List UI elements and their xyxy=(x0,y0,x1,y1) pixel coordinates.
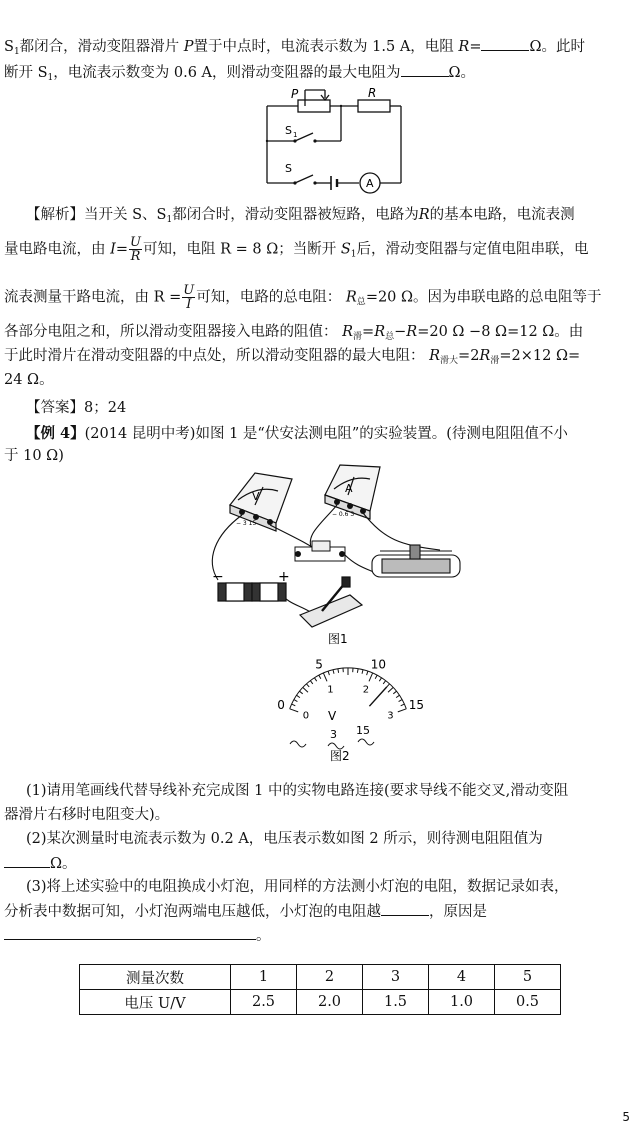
dial-tick xyxy=(300,691,303,694)
answer-blank xyxy=(4,925,256,940)
dial-tick xyxy=(357,669,358,673)
svg-text:− 0.6 3: − 0.6 3 xyxy=(332,511,355,518)
question-3-line-2: 分析表中数据可知，小灯泡两端电压越低，小灯泡的电阻越 ，原因是 xyxy=(4,901,487,922)
table-cell: 0.5 xyxy=(495,990,561,1015)
fraction-U-over-I: $\frac{U}{I}$ xyxy=(183,283,195,312)
analysis-line-1: 【解析】当开关 S、$S_1$都闭合时，滑动变阻器被短路，电路为R的基本电路，电流表测 xyxy=(26,207,575,225)
dial-tick xyxy=(294,700,298,702)
question-2-line-2: Ω。 xyxy=(4,853,77,874)
problem-text-line-2: 断开 $S_1$，电流表示数变为 0.6 A，则滑动变阻器的最大电阻为 Ω。 xyxy=(4,62,475,88)
table-cell: 2.5 xyxy=(231,990,297,1015)
terminal-15: 15 xyxy=(356,724,370,737)
table-cell: 测量次数 xyxy=(80,965,231,990)
dial-tick xyxy=(401,704,405,706)
dial-tick xyxy=(292,704,296,706)
dial-tick xyxy=(396,695,399,697)
dial-tick xyxy=(388,688,393,693)
svg-text:− 3 15: − 3 15 xyxy=(236,520,257,527)
table-cell: 2 xyxy=(297,965,363,990)
dial-tick xyxy=(379,678,381,681)
analysis-line-5: 于此时滑片在滑动变阻器的中点处，所以滑动变阻器的最大电阻： $R_{滑大}=2R_滑=2\times 12$ Ω= xyxy=(4,348,581,366)
problem-text-line-1: $S_1$都闭合，滑动变阻器滑片 P置于中点时，电流表示数为 1.5 A，电阻 R= Ω。此时 xyxy=(4,36,585,62)
fraction-U-over-R: $\frac{U}{R}$ xyxy=(130,235,141,264)
analysis-line-3: 流表测量干路电流，由 R = $\frac{U}{I}$ 可知，电路的总电阻： $R_总=20$ Ω。因为串联电路的总电阻等于 xyxy=(4,283,602,312)
dial-tick xyxy=(393,691,396,694)
table-cell: 4 xyxy=(429,965,495,990)
table-cell: 1.5 xyxy=(363,990,429,1015)
battery-plus-label: + xyxy=(278,569,290,585)
outer-scale-5: 5 xyxy=(315,657,323,672)
outer-scale-15: 15 xyxy=(408,698,425,713)
table-cell: 电压 U/V xyxy=(80,990,231,1015)
data-table xyxy=(79,964,561,1015)
label-P: P xyxy=(291,87,299,101)
dial-tick xyxy=(383,681,385,684)
answer-blank xyxy=(481,36,529,51)
example-line-1: 【例 4】(2014 昆明中考)如图 1 是“伏安法测电阻”的实验装置。(待测电阻阻值不小 xyxy=(26,425,568,442)
answer-blank xyxy=(4,853,50,868)
dial-tick xyxy=(328,671,329,675)
figure-2-caption: 图2 xyxy=(330,749,350,763)
question-1-line-2: 器滑片右移时电阻变大)。 xyxy=(4,807,170,823)
inner-scale-3: 3 xyxy=(387,710,394,722)
dial-tick xyxy=(333,670,334,674)
figure-1-caption: 图1 xyxy=(328,632,348,646)
dial-tick xyxy=(315,678,317,681)
dial-tick xyxy=(362,670,363,674)
dial-tick xyxy=(323,673,327,681)
outer-scale-10: 10 xyxy=(370,657,386,672)
table-cell: 5 xyxy=(495,965,561,990)
inner-scale-1: 1 xyxy=(327,684,334,696)
table-cell: 1.0 xyxy=(429,990,495,1015)
table-row xyxy=(80,990,561,1015)
dial-tick xyxy=(297,695,300,697)
question-3-line-3: 。 xyxy=(4,925,271,946)
svg-text:1: 1 xyxy=(293,131,298,139)
question-3-line-1: (3)将上述实验中的电阻换成小灯泡，用同样的方法测小灯泡的电阻，数据记录如表， xyxy=(26,879,569,895)
example-line-2: 于 10 Ω) xyxy=(4,448,64,464)
dial-tick xyxy=(375,675,377,679)
inner-scale-0: 0 xyxy=(302,710,310,722)
label-R: R xyxy=(368,86,377,100)
figure-2-voltmeter-dial xyxy=(277,650,425,765)
ammeter-label: A xyxy=(345,482,353,495)
dial-tick xyxy=(399,700,403,702)
dial-tick xyxy=(387,684,390,687)
label-S1: S xyxy=(285,124,292,137)
terminal-3: 3 xyxy=(330,728,337,741)
dial-tick xyxy=(303,688,308,693)
dial-unit-label: V xyxy=(328,709,337,723)
question-1-line-1: (1)请用笔画线代替导线补充完成图 1 中的实物电路连接(要求导线不能交叉,滑动变阻 xyxy=(26,783,569,799)
battery-minus-label: − xyxy=(212,569,224,585)
label-A: A xyxy=(366,177,374,190)
table-row xyxy=(80,965,561,990)
analysis-line-6: 24 Ω。 xyxy=(4,372,54,388)
table-cell: 3 xyxy=(363,965,429,990)
question-2-line-1: (2)某次测量时电流表示数为 0.2 A，电压表示数如图 2 所示，则待测电阻阻值为 xyxy=(26,831,543,847)
figure-1-apparatus xyxy=(200,465,470,650)
page-number: 5 xyxy=(622,1110,630,1124)
inner-scale-2: 2 xyxy=(362,684,370,696)
answer-line: 【答案】8；24 xyxy=(26,400,127,416)
circuit-diagram xyxy=(255,86,415,190)
analysis-line-2: 量电路电流，由 I= $\frac{U}{R}$ 可知，电阻 R = 8 Ω；当断开 $S_1$后，滑动变阻器与定值电阻串联，电 xyxy=(4,235,589,264)
answer-blank xyxy=(401,62,449,77)
dial-tick xyxy=(398,709,407,712)
voltmeter-label: V xyxy=(252,490,260,503)
label-S: S xyxy=(285,162,292,175)
table-cell: 2.0 xyxy=(297,990,363,1015)
table-cell: 1 xyxy=(231,965,297,990)
dial-tick xyxy=(307,684,310,687)
dial-tick xyxy=(369,673,373,681)
dial-tick xyxy=(319,675,321,679)
dial-tick xyxy=(290,709,299,712)
analysis-line-4: 各部分电阻之和，所以滑动变阻器接入电路的阻值： $R_滑=R_总-R=20$ Ω −8 Ω=12 Ω。由 xyxy=(4,324,584,342)
dial-tick xyxy=(310,681,312,684)
answer-blank xyxy=(381,901,429,916)
dial-tick xyxy=(338,669,339,673)
outer-scale-0: 0 xyxy=(277,698,285,713)
dial-tick xyxy=(367,671,368,675)
